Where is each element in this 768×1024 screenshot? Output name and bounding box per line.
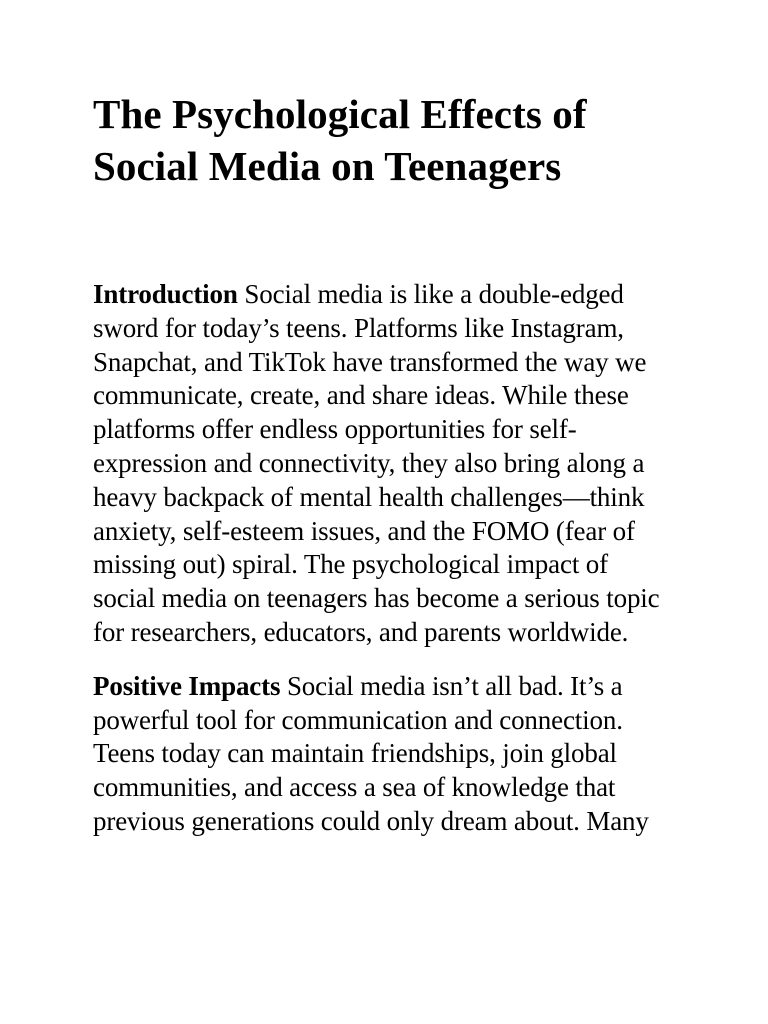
document-page xyxy=(93,88,673,839)
paragraph-positive-impacts xyxy=(93,670,673,839)
section-body-introduction: Social media is like a double-edged sword for today’s teens. Platforms like Instagram, Snapchat, and TikTok have transformed the way we communicate, create, and share ideas. While these platforms offer endless opportunities for self-expression and connectivity, they also bring along a heavy backpack of mental health challenges—think anxiety, self-esteem issues, and the FOMO (fear of missing out) spiral. The psychological impact of social media on teenagers has become a serious topic for researchers, educators, and parents worldwide. xyxy=(93,279,660,647)
section-heading-positive-impacts: Positive Impacts xyxy=(93,670,281,701)
paragraph-introduction xyxy=(93,278,673,650)
section-heading-introduction: Introduction xyxy=(93,279,238,309)
section-body-positive-impacts: Social media isn’t all bad. It’s a powerful tool for communication and connection. Teens today can maintain friendships, join global communities, and access a sea of knowledge that previous generations could only dream about. Many xyxy=(93,670,649,836)
document-title: The Psychological Effects of Social Media on Teenagers xyxy=(93,91,587,189)
